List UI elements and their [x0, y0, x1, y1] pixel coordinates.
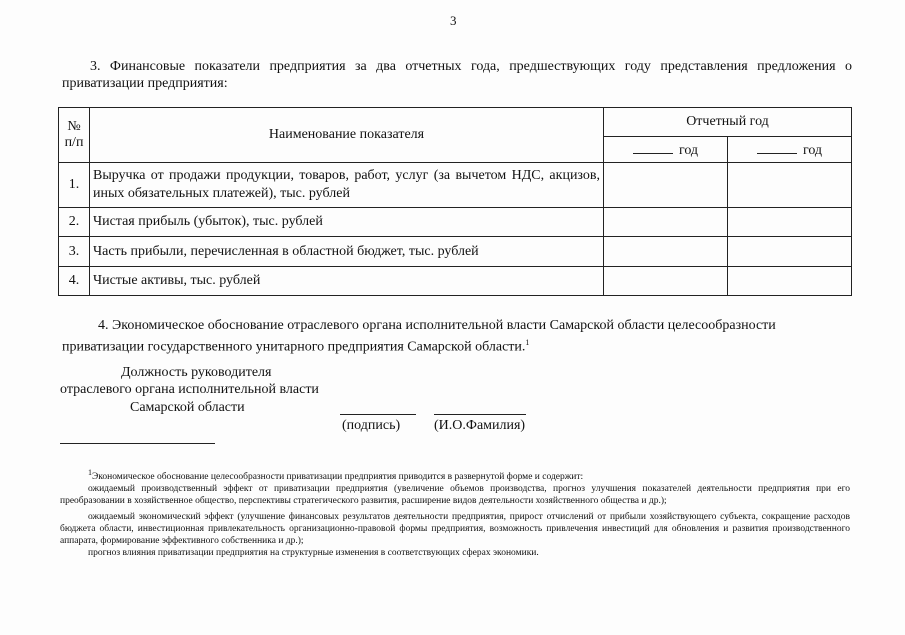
header-indicator-name: Наименование показателя: [90, 108, 604, 163]
name-caption: (И.О.Фамилия): [434, 418, 526, 433]
footnote-separator: [60, 443, 215, 444]
table-row: 2. Чистая прибыль (убыток), тыс. рублей: [59, 208, 852, 237]
signature-position-line-3: Самарской области: [130, 400, 245, 415]
value-cell: [728, 267, 852, 296]
header-reporting-year: Отчетный год: [604, 108, 852, 137]
section-3-heading: 3. Финансовые показатели предприятия за два отчетных года, предшествующих году представления предложения о приватизации предприятия:: [62, 59, 852, 91]
footnote-reference: 1: [525, 338, 530, 347]
value-cell: [604, 208, 728, 237]
footnote-item-1: ожидаемый производственный эффект от приватизации предприятия (увеличение объемов производства, прогноз улучшения показателей деятельности предприятия при его преобразовании в хозяйственное общество, перспективы стратегического развития, расширение видов деятельности хозяйственного общества и др.);: [60, 484, 850, 507]
signature-position-line-1: Должность руководителя: [121, 365, 272, 380]
financial-indicators-table: [58, 107, 852, 296]
year-column-2: год: [728, 137, 852, 163]
value-cell: [728, 237, 852, 267]
signature-caption: (подпись): [342, 418, 401, 433]
year-blank-2: [757, 141, 797, 154]
name-blank-line: [434, 414, 526, 415]
footnote-intro: $^1$Экономическое обоснование целесообразности приватизации предприятия приводится в развернутой форме и содержит:: [88, 468, 584, 483]
value-cell: [728, 208, 852, 237]
header-num: № п/п: [59, 108, 90, 163]
value-cell: [604, 237, 728, 267]
section-4-heading: 4. Экономическое обоснование отраслевого органа исполнительной власти Самарской области целесообразности приватизации государственного унитарного предприятия Самарской области.$^1$: [62, 318, 776, 355]
value-cell: [728, 163, 852, 208]
value-cell: [604, 163, 728, 208]
value-cell: [604, 267, 728, 296]
table-row: 4. Чистые активы, тыс. рублей: [59, 267, 852, 296]
footnote-item-3: прогноз влияния приватизации предприятия на структурные изменения в соответствующих сферах экономики.: [88, 548, 539, 559]
footnote-item-2: ожидаемый экономический эффект (улучшение финансовых результатов деятельности предприятия, прирост отчислений от прибыли хозяйствующего субъекта, сокращение расходов бюджета области, инвестиционная привлекательность организационно-правовой формы предприятия, возможность привлечения инвестиций для обновления и развития производственного аппарата, формирование эффективного собственника и др.);: [60, 512, 850, 547]
footnote: [60, 467, 850, 559]
table-row: 1. Выручка от продажи продукции, товаров, работ, услуг (за вычетом НДС, акцизов, иных обязательных платежей), тыс. рублей: [59, 163, 852, 208]
year-blank-1: [633, 141, 673, 154]
page-number: 3: [450, 13, 457, 28]
signature-position-line-2: отраслевого органа исполнительной власти: [60, 382, 319, 397]
year-column-1: год: [604, 137, 728, 163]
table-row: 3. Часть прибыли, перечисленная в областной бюджет, тыс. рублей: [59, 237, 852, 267]
signature-blank-line: [340, 414, 416, 415]
